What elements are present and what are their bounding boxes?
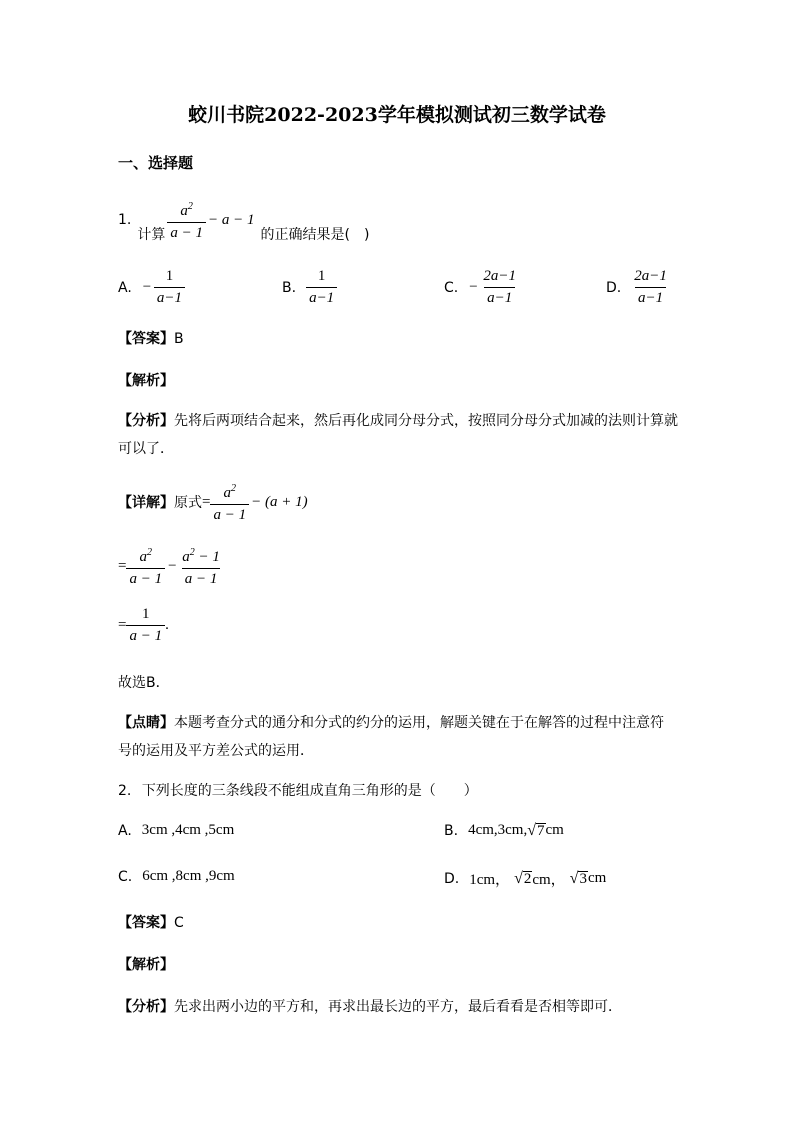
detail-step-3: = $\frac{1}{a - 1}$ . (118, 606, 169, 644)
fenxi-line: 先将后两项结合起来，然后再化成同分母分式，按照同分母分式加减的法则计算就 (174, 413, 678, 429)
q2-answer (118, 912, 184, 932)
option-label: C. (444, 279, 459, 296)
q1-answer (118, 328, 184, 348)
option-fraction: $\frac{2a-1}{a-1}$ (634, 268, 667, 306)
q2-number: 2. (118, 783, 132, 799)
q1-option-b (282, 268, 337, 307)
q1-detail (118, 480, 308, 524)
q1-analysis-tag: 【解析】 (118, 373, 174, 389)
q1-option-d (606, 268, 670, 307)
sqrt-symbol: √ 7 (527, 821, 545, 839)
q2-stem (118, 780, 478, 800)
q2-fenxi (118, 996, 622, 1016)
detail-prefix: 原式 (174, 495, 202, 511)
option-label: D. (444, 870, 460, 887)
q2-stem-text: 下列长度的三条线段不能组成直角三角形的是（ ） (141, 783, 478, 799)
option-sign: − (468, 279, 479, 295)
q2-analysis-tag: 【解析】 (118, 957, 174, 973)
q1-number: 1. (118, 212, 132, 228)
dianjing-line: 本题考查分式的通分和分式的约分的运用，解题关键在于在解答的过程中注意符 (174, 715, 664, 731)
option-label: B. (444, 822, 459, 839)
option-fraction: $\frac{2a-1}{a-1}$ (483, 268, 516, 306)
fenxi-tag: 【分析】 (118, 413, 174, 429)
q1-suffix: 的正确结果是( ) (260, 227, 370, 243)
q1-dianjing (118, 712, 664, 732)
option-fraction: $\frac{1}{a-1}$ (306, 268, 337, 307)
option-text: 3cm ,4cm ,5cm (141, 822, 235, 838)
detail-step-2: = $\frac{a^2}{a - 1}$ − $\frac{a^2 - 1}{a - 1}$ (118, 547, 220, 587)
option-unit: cm (587, 870, 607, 886)
q1-dianjing-line2: 号的运用及平方差公式的运用． (118, 743, 314, 759)
option-fraction: $\frac{1}{a-1}$ (154, 268, 185, 307)
page-title: 蛟川书院2022-2023学年模拟测试初三数学试卷 (188, 104, 606, 126)
sqrt-symbol: √ 2 (514, 869, 532, 887)
option-label: A. (118, 279, 132, 296)
option-unit: cm (545, 822, 564, 838)
answer-tag: 【答案】 (118, 915, 174, 931)
q1-option-a (118, 268, 185, 307)
option-unit: cm， (532, 872, 566, 888)
fenxi-line: 先求出两小边的平方和，再求出最长边的平方，最后看看是否相等即可． (174, 999, 622, 1015)
fenxi-tag: 【分析】 (118, 999, 174, 1015)
q1-stem (118, 198, 369, 242)
q2-option-b (444, 822, 564, 839)
option-text: 6cm ,8cm ,9cm (142, 868, 235, 884)
q2-option-a (118, 822, 234, 839)
sqrt-symbol: √ 3 (569, 869, 587, 887)
answer-value: C (174, 915, 184, 931)
answer-tag: 【答案】 (118, 331, 174, 347)
q1-fenxi-line2: 可以了． (118, 441, 174, 457)
answer-value: B (174, 331, 184, 347)
q1-conclusion: 故选B． (118, 675, 170, 691)
q2-option-c (118, 868, 235, 885)
option-label: B. (282, 279, 297, 296)
q1-option-c (444, 268, 519, 307)
option-label: C. (118, 868, 133, 885)
option-sign: − (141, 279, 152, 295)
section-heading: 一、选择题 (118, 154, 194, 172)
dianjing-tag: 【点睛】 (118, 715, 174, 731)
detail-expression: = $\frac{a^2}{a - 1}$ − (a + 1) (202, 483, 308, 523)
q2-option-d (444, 868, 606, 889)
option-text: 4cm,3cm, (468, 822, 528, 838)
q1-fenxi (118, 410, 678, 430)
q1-prefix: 计算 (137, 227, 166, 243)
option-label: A. (118, 822, 132, 839)
detail-tag: 【详解】 (118, 495, 174, 511)
option-label: D. (606, 279, 622, 296)
q1-expression: $\frac{a^2}{a - 1}$ − a − 1 (167, 198, 254, 242)
option-text: 1cm， (469, 872, 511, 888)
